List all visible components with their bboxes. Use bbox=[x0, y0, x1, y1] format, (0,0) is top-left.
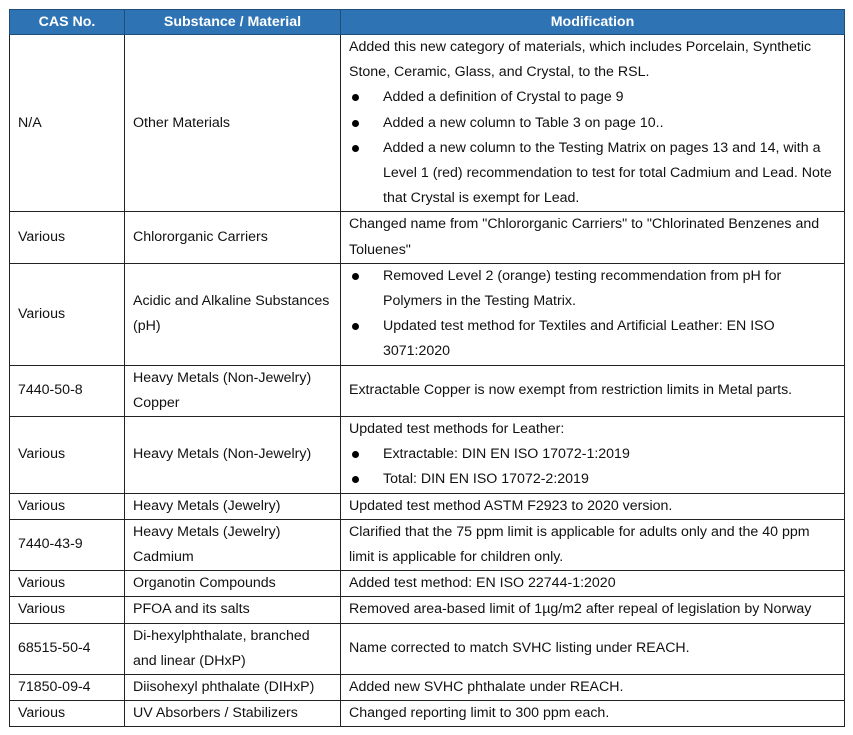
cas-cell: Various bbox=[10, 212, 125, 263]
bullet-list bbox=[349, 85, 836, 211]
bullet-item: Updated test method for Textiles and Artificial Leather: EN ISO 3071:2020 bbox=[349, 314, 836, 364]
modification-cell bbox=[341, 35, 845, 212]
substance-cell: Heavy Metals (Non-Jewelry) Copper bbox=[125, 365, 341, 416]
modification-text: Added this new category of materials, which includes Porcelain, Synthetic Stone, Ceramic, Glass, and Crystal, to the RSL. bbox=[349, 39, 812, 81]
table-row bbox=[10, 675, 845, 701]
modification-cell: Clarified that the 75 ppm limit is applicable for adults only and the 40 ppm limit is applicable for children only. bbox=[341, 519, 845, 570]
table-row bbox=[10, 493, 845, 519]
substance-cell: PFOA and its salts bbox=[125, 597, 341, 623]
substance-cell: Chlororganic Carriers bbox=[125, 212, 341, 263]
substance-cell: Heavy Metals (Jewelry) Cadmium bbox=[125, 519, 341, 570]
table-row bbox=[10, 263, 845, 365]
modification-cell: Extractable Copper is now exempt from restriction limits in Metal parts. bbox=[341, 365, 845, 416]
modification-text: Updated test methods for Leather: bbox=[349, 421, 565, 438]
bullet-item: Added a definition of Crystal to page 9 bbox=[349, 85, 836, 110]
substance-cell: Acidic and Alkaline Substances (pH) bbox=[125, 263, 341, 365]
substance-cell: Diisohexyl phthalate (DIHxP) bbox=[125, 675, 341, 701]
cas-cell: Various bbox=[10, 417, 125, 494]
substance-cell: Other Materials bbox=[125, 35, 341, 212]
cas-cell: Various bbox=[10, 597, 125, 623]
table-row bbox=[10, 35, 845, 212]
substance-cell: Organotin Compounds bbox=[125, 571, 341, 597]
modification-cell: Added new SVHC phthalate under REACH. bbox=[341, 675, 845, 701]
cas-cell: 68515-50-4 bbox=[10, 623, 125, 674]
modification-cell: Name corrected to match SVHC listing under REACH. bbox=[341, 623, 845, 674]
cas-cell: 71850-09-4 bbox=[10, 675, 125, 701]
cas-cell: Various bbox=[10, 493, 125, 519]
header-substance: Substance / Material bbox=[125, 10, 341, 35]
bullet-item: Total: DIN EN ISO 17072-2:2019 bbox=[349, 467, 836, 492]
cas-cell: N/A bbox=[10, 35, 125, 212]
cas-cell: 7440-43-9 bbox=[10, 519, 125, 570]
modification-cell: Changed reporting limit to 300 ppm each. bbox=[341, 701, 845, 727]
modification-cell bbox=[341, 263, 845, 365]
header-modification: Modification bbox=[341, 10, 845, 35]
cas-cell: Various bbox=[10, 571, 125, 597]
cas-cell: 7440-50-8 bbox=[10, 365, 125, 416]
table-row bbox=[10, 365, 845, 416]
bullet-list bbox=[349, 264, 836, 365]
modification-cell: Added test method: EN ISO 22744-1:2020 bbox=[341, 571, 845, 597]
substance-cell: Heavy Metals (Non-Jewelry) bbox=[125, 417, 341, 494]
substance-cell: UV Absorbers / Stabilizers bbox=[125, 701, 341, 727]
table-row bbox=[10, 623, 845, 674]
table-row bbox=[10, 212, 845, 263]
table-row bbox=[10, 571, 845, 597]
bullet-item: Removed Level 2 (orange) testing recommendation from pH for Polymers in the Testing Matrix. bbox=[349, 264, 836, 314]
modification-cell bbox=[341, 417, 845, 494]
substance-cell: Di-hexylphthalate, branched and linear (DHxP) bbox=[125, 623, 341, 674]
table-row bbox=[10, 417, 845, 494]
modification-cell: Updated test method ASTM F2923 to 2020 version. bbox=[341, 493, 845, 519]
modification-cell: Removed area-based limit of 1µg/m2 after repeal of legislation by Norway bbox=[341, 597, 845, 623]
modifications-table bbox=[9, 9, 845, 727]
bullet-item: Extractable: DIN EN ISO 17072-1:2019 bbox=[349, 442, 836, 467]
modification-cell: Changed name from "Chlororganic Carriers" to "Chlorinated Benzenes and Toluenes" bbox=[341, 212, 845, 263]
table-row bbox=[10, 519, 845, 570]
table-header-row bbox=[10, 10, 845, 35]
bullet-list bbox=[349, 442, 836, 492]
substance-cell: Heavy Metals (Jewelry) bbox=[125, 493, 341, 519]
header-cas: CAS No. bbox=[10, 10, 125, 35]
bullet-item: Added a new column to the Testing Matrix on pages 13 and 14, with a Level 1 (red) recommendation to test for total Cadmium and Lead. Note that Crystal is exempt for Lead. bbox=[349, 136, 836, 212]
cas-cell: Various bbox=[10, 263, 125, 365]
cas-cell: Various bbox=[10, 701, 125, 727]
table-row bbox=[10, 701, 845, 727]
bullet-item: Added a new column to Table 3 on page 10.. bbox=[349, 111, 836, 136]
table-row bbox=[10, 597, 845, 623]
